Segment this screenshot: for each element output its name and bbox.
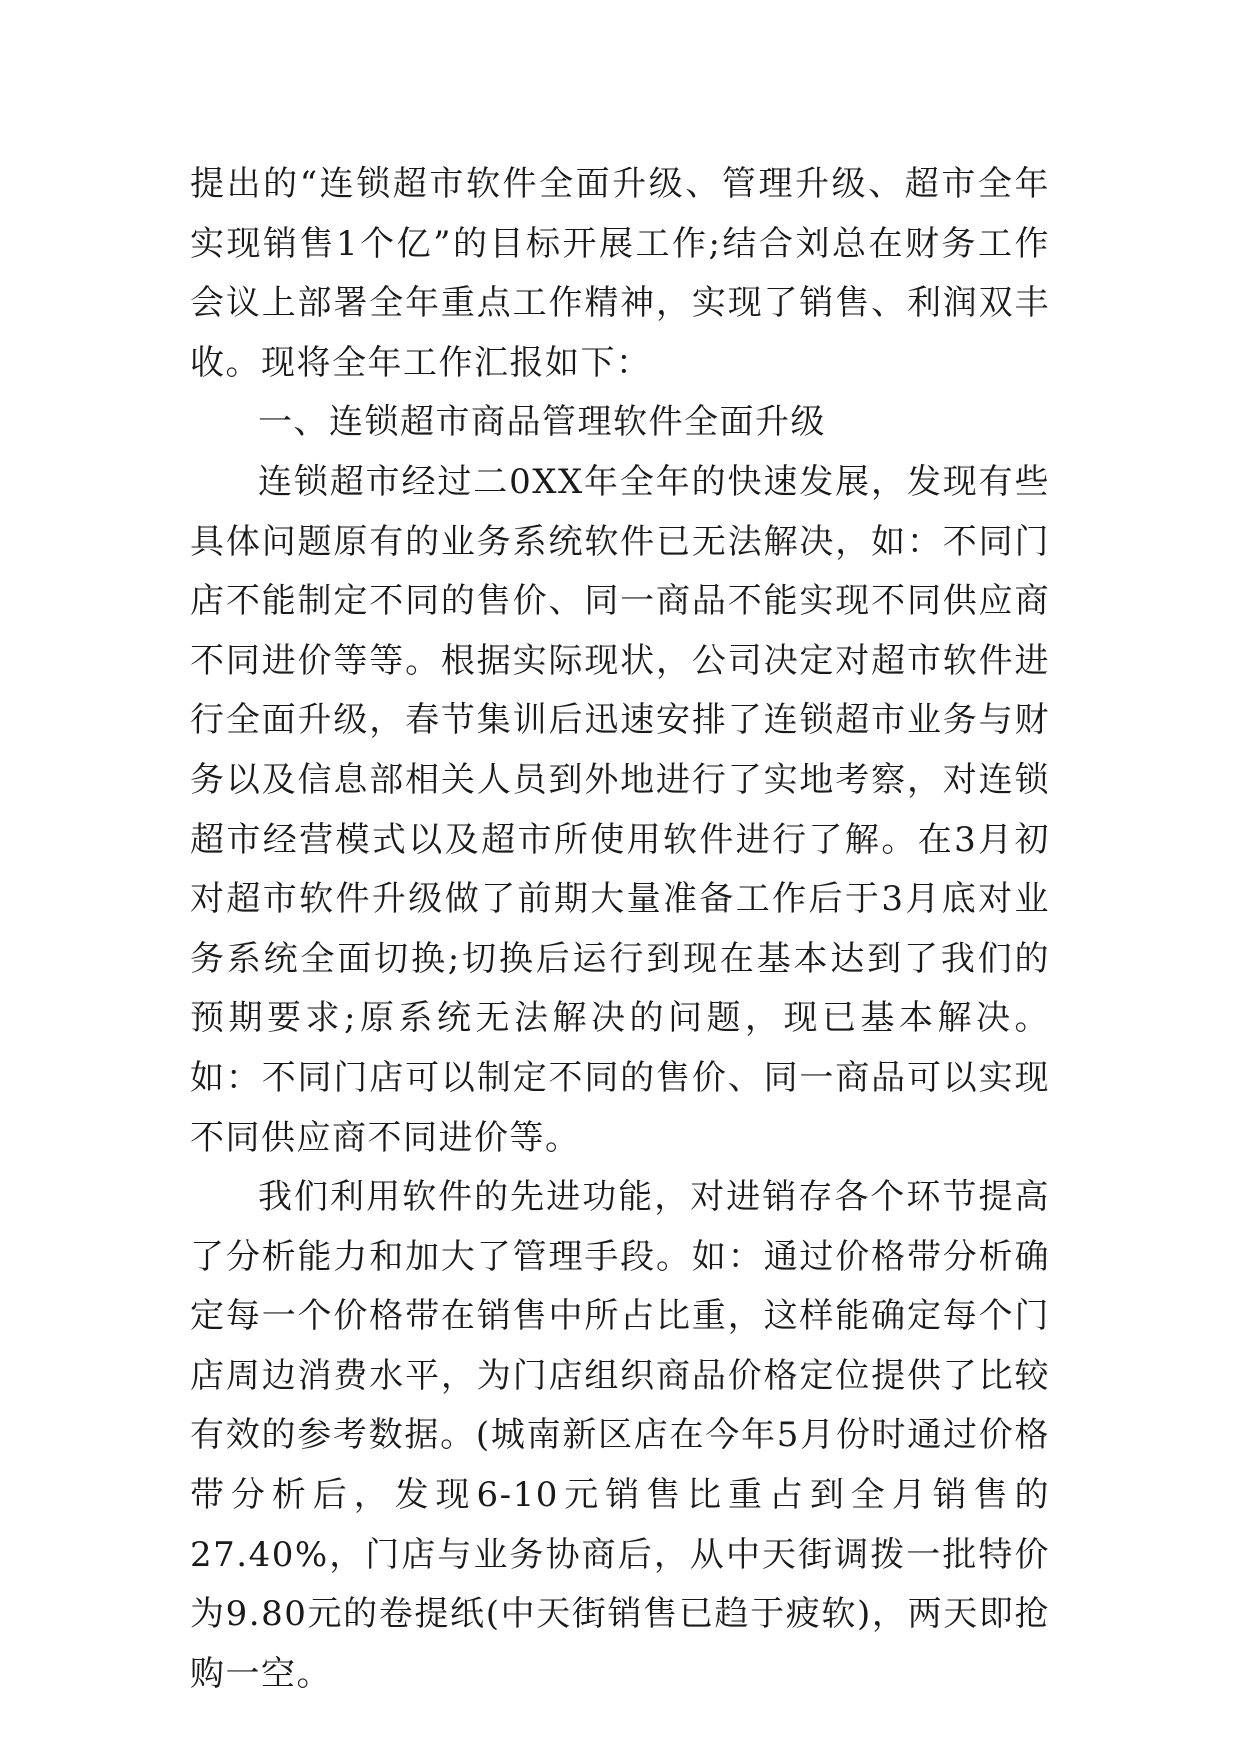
- paragraph-intro-continuation: 提出的“连锁超市软件全面升级、管理升级、超市全年实现销售1个亿”的目标开展工作;结合刘总在财务工作会议上部署全年重点工作精神，实现了销售、利润双丰收。现将全年工作汇报如下：: [190, 164, 1050, 383]
- paragraph-price-band-analysis: 我们利用软件的先进功能，对进销存各个环节提高了分析能力和加大了管理手段。如：通过价格带分析确定每一个价格带在销售中所占比重，这样能确定每个门店周边消费水平，为门店组织商品价格定位提供了比较有效的参考数据。(城南新区店在今年5月份时通过价格带分析后，发现6-10元销售比重占到全月销售的27.40%，门店与业务协商后，从中天街调拨一批特价为9.80元的卷提纸(中天街销售已趋于疲软)，两天即抢购一空。: [190, 1177, 1050, 1694]
- document-body: [190, 155, 1050, 1704]
- paragraph-software-upgrade: 连锁超市经过二0XX年全年的快速发展，发现有些具体问题原有的业务系统软件已无法解决，如：不同门店不能制定不同的售价、同一商品不能实现不同供应商不同进价等等。根据实际现状，公司决定对超市软件进行全面升级，春节集训后迅速安排了连锁超市业务与财务以及信息部相关人员到外地进行了实地考察，对连锁超市经营模式以及超市所使用软件进行了解。在3月初对超市软件升级做了前期大量准备工作后于3月底对业务系统全面切换;切换后运行到现在基本达到了我们的预期要求;原系统无法解决的问题，现已基本解决。如：不同门店可以制定不同的售价、同一商品可以实现不同供应商不同进价等。: [190, 461, 1050, 1158]
- section-heading-1: 一、连锁超市商品管理软件全面升级: [258, 402, 826, 443]
